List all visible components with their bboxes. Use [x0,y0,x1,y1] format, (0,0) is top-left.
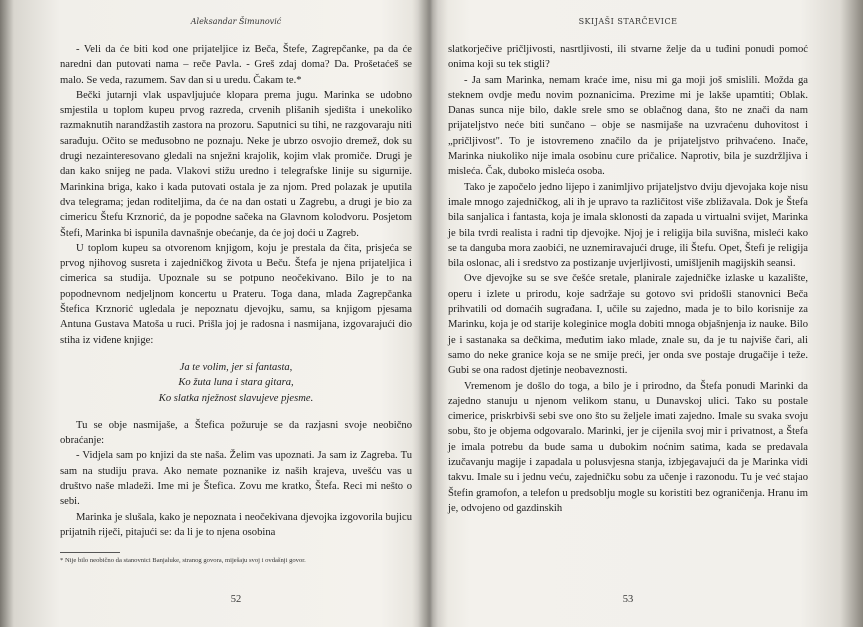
paragraph: Ove djevojke su se sve češće sretale, planirale zajedničke izlaske u kazalište, operu i izlete u prirodu, koje sadržaje su gotovo svi pridošli stanovnici Beča prihvatili od domaćih sugrađana. I, učile su zajedno, mada je to bilo korisnije za Marinku, koja je od starije koleginice mogla dobiti mnoga objašnjenja iz nauke. Bilo je i sastanaka sa dečkima, međutim iako mlade, znale su, da je tu najviše čari, ali samo do neke granice koja se ne smije preći, jer onda sve postaje drugačije i teže. Gubi se ona radost djetinje neobaveznosti. [448,273,808,377]
right-page-number: 53 [622,594,634,605]
paragraph: - Vidjela sam po knjizi da ste naša. Želim vas upoznati. Ja sam iz Zagreba. Tu sam na studiju prava. Ako nemate poznanike iz naših krajeva, uvešću vas u društvo naše mladeži. Ime mi je Štefica. Zovu me kratko, Štefa. Reci mi nešto o sebi. [60,450,412,508]
left-running-header: Aleksandar Šimunović [190,17,282,26]
right-page [448,0,808,627]
paragraph: Tu se obje nasmijaše, a Štefica požuruje se da razjasni svoje neobično obraćanje: [60,419,412,447]
paragraph: Tako je započelo jedno lijepo i zanimljivo prijateljstvo dviju djevojaka koje nisu imale mnogo zajedničkog, ali ih je upravo ta različitost više zbližavala. Dok je Štefa bila sanjalica i fantasta, koja je imala sklonosti da zapada u virtualni svijet, Marinka je bila tvrdi realista i radni tip djevojke. Njoj je i religija bila suvišna, misleći kako se ta danguba mora zaobići, ne uznemiravajući druge, ili Štefu. Opet, Štefi je religija bila oslonac, ali i sredstvo za postizanje uvjerljivosti, umišljenih magijskih seansi. [448,181,808,270]
right-running-header: SKIJAŠI STARČEVICE [578,17,678,26]
paragraph: Bečki jutarnji vlak uspavljujuće klopara prema jugu. Marinka se udobno smjestila u toplom kupeu prvog razreda, crvenih plišanih sjedišta i unekoliko razmaknutih narandžastih zastora na prozoru. Saputnici su tihi, ne razgovaraju niti sarađuju. Očito se međusobno ne poznaju. Neke je ubrzo osvojio dremež, dok su drugi nezainteresovano gledali na snježni krajolik, kojim vlak promiče. Drugi je dan kako snijeg ne pada. Vlakovi stižu uredno i telegrafske linije su sigurnije. Marinkina briga, kako i kada putovati ostala je za njom. Pred polazak je uputila dva telegrama; jedan roditeljima, da će na dan ostati u Zagrebu, a drugi je bio za cimericu Štefu Krznorić, da je popodne sačeka na Glavnom kolodvoru. Posjetom Štefi, Marinka bi ispunila davnašnje obećanje, da će joj doći u Zagreb. [60,89,412,239]
left-page-number: 52 [230,594,242,605]
paragraph: Marinka je slušala, kako je nepoznata i neočekivana djevojka izgovorila bujicu prijatnih riječi, pitajući se: da li je to njena osobina [60,511,412,538]
right-page-body [448,42,808,516]
poem-verse [60,360,412,406]
footnote-rule [60,552,120,553]
footnote [60,552,412,564]
verse-line: Ko žuta luna i stara gitara, [178,377,294,389]
footnote-text: * Nije bilo neobično da stanovnici Banjaluke, stranog govora, miješaju svoj i ovdašnji govor. [60,557,306,564]
paragraph: U toplom kupeu sa otvorenom knjigom, koju je prestala da čita, prisjeća se prvog njihovog susreta i zajedničkog života u Beču. Štefa je njena prijateljica i cimerica sa studija. Upoznale su se potpuno neočekivano. Bilo je to na popodnevnom nedjeljnom koncertu u Prateru. Toga dana, mlada Zagrepčanka Štefica Krznorić ugledala je nepoznatu djevojku, samu, sa knjigom pjesama Antuna Gustava Matoša u ruci. Prišla joj je radosna i nasmijana, izgovarajući dio stiha iz viđene knjige: [60,242,412,346]
paragraph: - Ja sam Marinka, nemam kraće ime, nisu mi ga moji još smislili. Možda ga steknem ovdje među novim poznanicima. Prezime mi je lakše upamtiti; Oblak. Danas sunca nije bilo, dakle srele smo se oblačnog dana, što ne znači da nam prijateljstvo neće biti sunčano – obje se nasmijaše na uzvraćenu duhovitost i „pričljivost". To je istovremeno značilo da je prijateljstvo prihvaćeno. Inače, Marinka niukoliko nije imala osobinu cure pričalice. Naprotiv, bila je suzdržljiva i misleća. Čak, duboko misleća osoba. [448,74,808,178]
book-gutter [412,0,448,627]
paragraph: - Veli da će biti kod one prijateljice iz Beča, Štefe, Zagrepčanke, pa da će naredni dan putovati nama – reče Pavla. - Greš zdaj doma? Da. Prošetaćeš se malo. Se veda, razumem. Sav dan si u uredu. Čakam te.* [60,44,412,86]
verse-line: Ja te volim, jer si fantasta, [179,361,293,373]
paragraph: slatkorječive pričljivosti, nasrtljivosti, ili stvarne želje da u tuđini ponudi pomoć onima koji su tek stigli? [448,44,808,71]
verse-line: Ko slatka nježnost slavujeve pjesme. [158,392,314,404]
left-page [60,0,412,627]
left-page-body [60,42,412,540]
paragraph: Vremenom je došlo do toga, a bilo je i prirodno, da Štefa ponudi Marinki da zajedno stanuju u njenom velikom stanu, u Dunavskoj ulici. Tako su postale cimerice, priskrbivši sebi sve ono što su željele imati zajedno. Imale su svaka svoju sobu, što je objema odgovaralo. Marinki, jer je cijenila svoj mir i privatnost, a Štefa je imala potrebu da bude sama u dubokim noćnim satima, kada se predavala izučavanju magije i zapadala u polusvjesna stanja, izbjegavajući da je Marinka vidi takvu. Imale su i jednu veću, zajedničku sobu za učenje i razonodu. Tu je već stajao Štefin gramofon, a telefon u predsoblju mogle su koristiti bez ograničenja. Hranu im je, odvojeno od gazdinskih [448,380,808,514]
